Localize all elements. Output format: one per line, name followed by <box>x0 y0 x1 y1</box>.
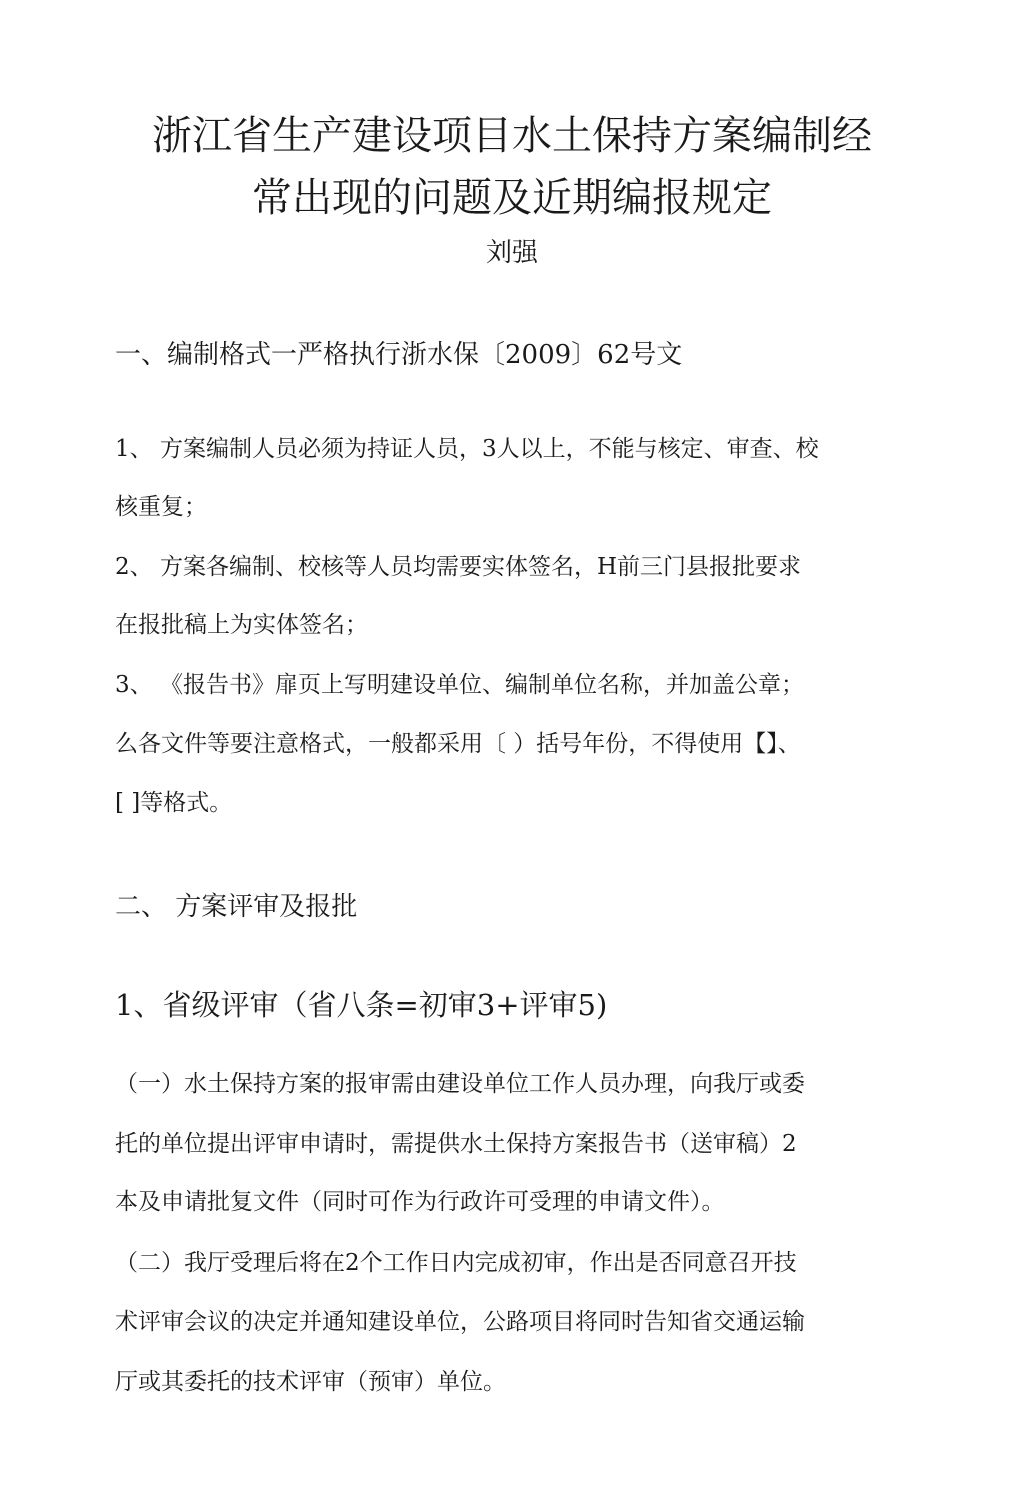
section-1-item-1-line-2: 核重复； <box>115 494 207 520</box>
section-2-heading: 二、 方案评审及报批 <box>115 892 358 922</box>
section-1-item-2-line-1: 2、 方案各编制、校核等人员均需要实体签名，H前三门县报批要求 <box>115 554 802 580</box>
section-2-para-1-line-2: 托的单位提出评审申请时，需提供水土保持方案报告书（送审稿）2 <box>115 1131 797 1157</box>
section-2-para-1-line-3: 本及申请批复文件（同时可作为行政许可受理的申请文件）。 <box>115 1189 725 1215</box>
section-2-para-2-line-3: 厅或其委托的技术评审（预审）单位。 <box>115 1369 506 1395</box>
section-2-para-2-line-2: 术评审会议的决定并通知建设单位，公路项目将同时告知省交通运输 <box>115 1309 805 1335</box>
author-name: 刘强 <box>485 238 538 268</box>
section-1-item-3-line-1: 3、 《报告书》扉页上写明建设单位、编制单位名称，并加盖公章； <box>115 672 804 698</box>
section-2-para-2-line-1: （二）我厅受理后将在2个工作日内完成初审，作出是否同意召开技 <box>115 1250 797 1276</box>
section-2-para-1-line-1: （一）水土保持方案的报审需由建设单位工作人员办理，向我厅或委 <box>115 1071 805 1097</box>
document-title-line-2: 常出现的问题及近期编报规定 <box>252 175 772 221</box>
section-1-heading: 一、编制格式一严格执行浙水保〔2009〕62号文 <box>115 340 683 370</box>
section-2-subheading: 1、省级评审（省八条=初审3+评审5) <box>115 988 608 1022</box>
document-title-line-1: 浙江省生产建设项目水土保持方案编制经 <box>152 113 872 159</box>
section-1-item-3-line-3: [ ]等格式。 <box>115 790 233 816</box>
section-1-item-1-line-1: 1、 方案编制人员必须为持证人员，3人以上，不能与核定、审查、校 <box>115 436 819 462</box>
section-1-item-2-line-2: 在报批稿上为实体签名； <box>115 612 368 638</box>
section-1-item-3-line-2: 么各文件等要注意格式，一般都采用〔 ）括号年份，不得使用【】、 <box>115 731 801 757</box>
